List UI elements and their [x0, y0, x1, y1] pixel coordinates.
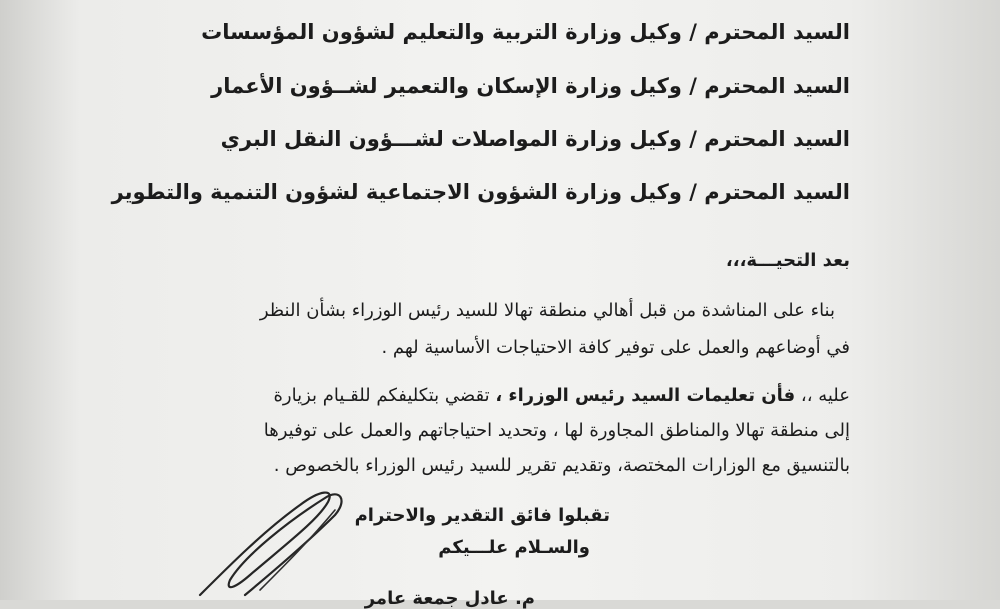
paragraph2-line1-rest: تقضي بتكليفكم للقـيام بزيارة	[273, 385, 496, 406]
closing-peace: والسـلام علـــيكم	[438, 537, 590, 558]
paragraph2-line1	[273, 385, 850, 406]
paragraph2-line2: إلى منطقة تهالا والمناطق المجاورة لها ، وتحديد احتياجاتهم والعمل على توفيرها	[263, 420, 850, 441]
paragraph1-line2: في أوضاعهم والعمل على توفير كافة الاحتياجات الأساسية لهم .	[381, 337, 850, 358]
paragraph2-lead: عليه ،،	[795, 385, 850, 406]
signatory-name: م. عادل جمعة عامر	[364, 588, 535, 609]
paragraph1-line1: بناء على المناشدة من قبل أهالي منطقة تهالا للسيد رئيس الوزراء بشأن النظر	[259, 300, 835, 321]
addressee-line-transport: السيد المحترم / وكيل وزارة المواصلات لشـــؤون النقل البري	[220, 127, 850, 151]
handwritten-signature	[190, 470, 390, 600]
closing-regards: تقبلوا فائق التقدير والاحترام	[354, 505, 610, 526]
paragraph2-pm-instructions: فأن تعليمات السيد رئيس الوزراء ،	[495, 385, 796, 406]
addressee-line-education: السيد المحترم / وكيل وزارة التربية والتعليم لشؤون المؤسسات	[201, 20, 850, 44]
paragraph2-line3: بالتنسيق مع الوزارات المختصة، وتقديم تقرير للسيد رئيس الوزراء بالخصوص .	[273, 455, 850, 476]
greeting: بعد التحيـــة،،،	[725, 250, 850, 271]
addressee-line-housing: السيد المحترم / وكيل وزارة الإسكان والتعمير لشــؤون الأعمار	[211, 74, 850, 98]
addressee-line-social-affairs: السيد المحترم / وكيل وزارة الشؤون الاجتماعية لشؤون التنمية والتطوير	[111, 180, 850, 204]
